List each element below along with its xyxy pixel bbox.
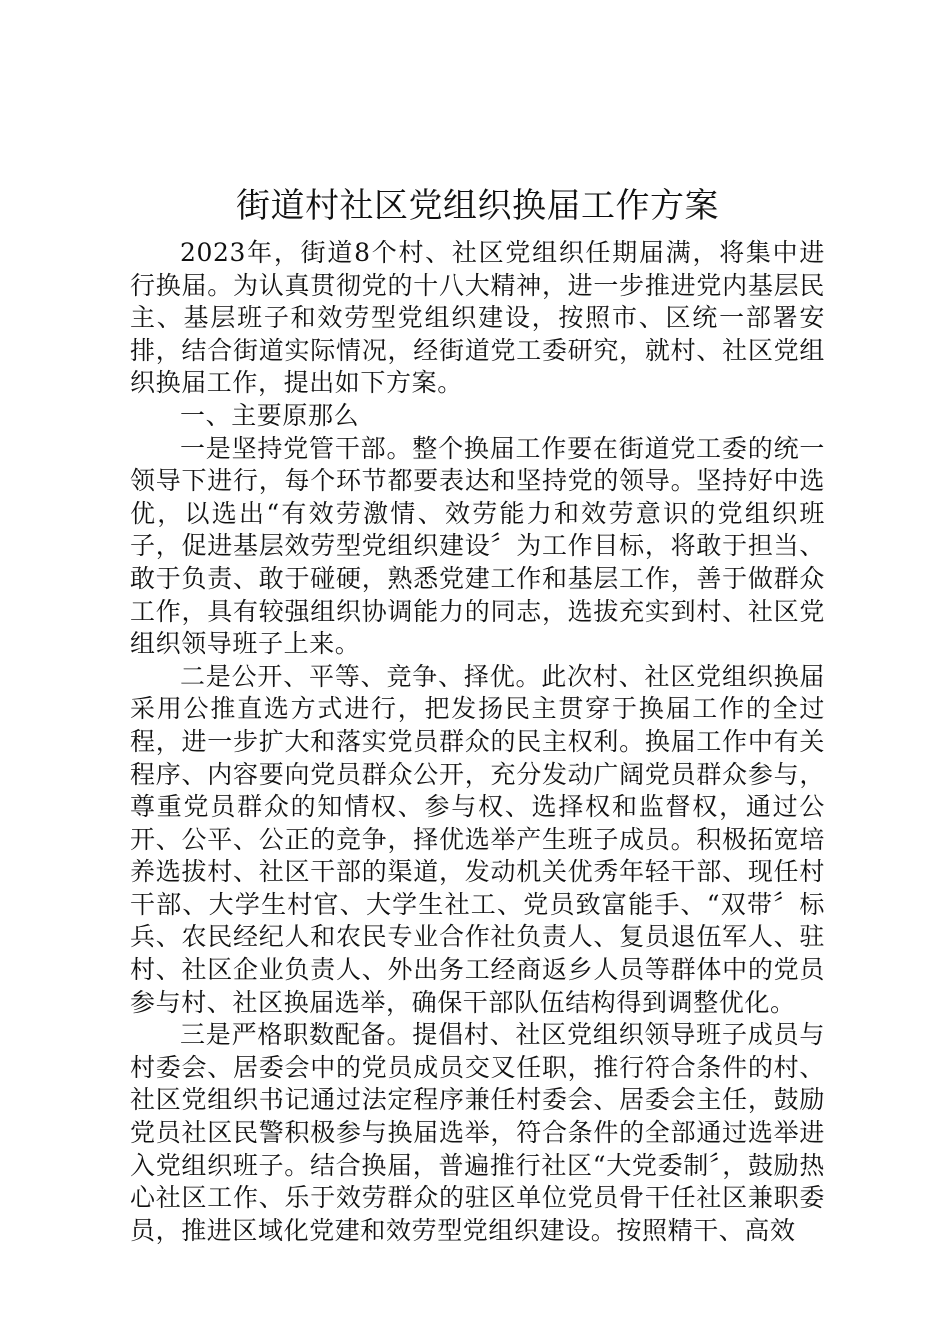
document-body [130, 237, 825, 1247]
section-heading-principles: 一、主要原那么 [180, 400, 360, 430]
document-title: 街道村社区党组织换届工作方案 [236, 186, 719, 226]
paragraph-principle-three: 三是严格职数配备。提倡村、社区党组织领导班子成员与村委会、居委会中的党员成员交叉任职，推行符合条件的村、社区党组织书记通过法定程序兼任村委会、居委会主任，鼓励党员社区民警积极参与换届选举，符合条件的全部通过选举进入党组织班子。结合换届，普遍推行社区“大党委制〞，鼓励热心社区工作、乐于效劳群众的驻区单位党员骨干任社区兼职委员，推进区域化党建和效劳型党组织建设。按照精干、高效 [130, 1020, 825, 1245]
paragraph-principle-two: 二是公开、平等、竞争、择优。此次村、社区党组织换届采用公推直选方式进行，把发扬民主贯穿于换届工作的全过程，进一步扩大和落实党员群众的民主权利。换届工作中有关程序、内容要向党员群众公开，充分发动广阔党员群众参与，尊重党员群众的知情权、参与权、选择权和监督权，通过公开、公平、公正的竞争，择优选举产生班子成员。积极拓宽培养选拔村、社区干部的渠道，发动机关优秀年轻干部、现任村干部、大学生村官、大学生社工、党员致富能手、“双带〞标兵、农民经纪人和农民专业合作社负责人、复员退伍军人、驻村、社区企业负责人、外出务工经商返乡人员等群体中的党员参与村、社区换届选举，确保干部队伍结构得到调整优化。 [130, 661, 825, 1017]
paragraph-principle-one: 一是坚持党管干部。整个换届工作要在街道党工委的统一领导下进行，每个环节都要表达和坚持党的领导。坚持好中选优，以选出“有效劳激情、效劳能力和效劳意识的党组织班子，促进基层效劳型党组织建设〞为工作目标，将敢于担当、敢于负责、敢于碰硬，熟悉党建工作和基层工作，善于做群众工作，具有较强组织协调能力的同志，选拔充实到村、社区党组织领导班子上来。 [130, 433, 825, 659]
paragraph-intro: 2023年，街道8个村、社区党组织任期届满，将集中进行换届。为认真贯彻党的十八大精神，进一步推进党内基层民主、基层班子和效劳型党组织建设，按照市、区统一部署安排，结合街道实际情况，经街道党工委研究，就村、社区党组织换届工作，提出如下方案。 [130, 238, 825, 398]
